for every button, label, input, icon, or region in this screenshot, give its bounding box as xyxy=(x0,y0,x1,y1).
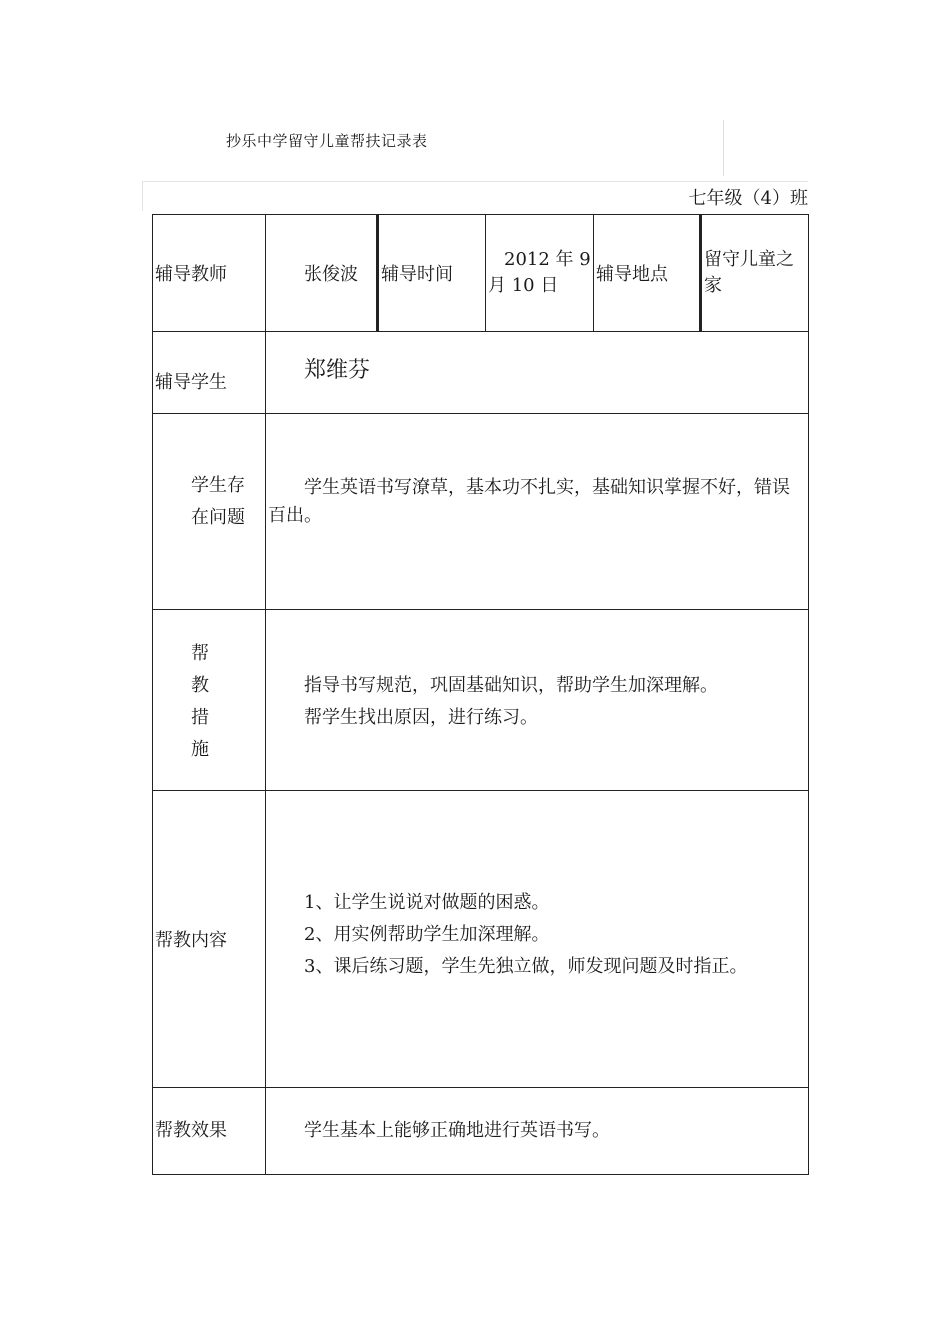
place-cell xyxy=(701,215,809,332)
date-cell xyxy=(486,215,594,332)
student-name-cell xyxy=(266,332,809,414)
effect-text-cell xyxy=(266,1088,809,1175)
content-list-cell xyxy=(266,791,809,1088)
list-item: 1、让学生说说对做题的困惑。 xyxy=(304,892,550,913)
problem-label-cell xyxy=(153,414,266,610)
problem-label-line-2: 在问题 xyxy=(191,506,245,528)
measure-label-line-2: 措施 xyxy=(191,707,231,760)
class-row-left-rule xyxy=(142,181,143,211)
title-divider xyxy=(723,120,724,176)
place-label: 辅导地点 xyxy=(596,264,668,285)
place-line-2: 家 xyxy=(704,275,722,296)
record-table xyxy=(152,214,809,1175)
student-label: 辅导学生 xyxy=(155,371,227,393)
time-label: 辅导时间 xyxy=(381,264,453,285)
measure-label xyxy=(153,638,265,766)
measure-text xyxy=(266,670,808,734)
measure-text-cell xyxy=(266,610,809,791)
date-line-1: 2012 年 9 xyxy=(504,249,591,270)
student-label-cell xyxy=(153,332,266,414)
teacher-name: 张俊波 xyxy=(304,264,358,285)
effect-label-cell xyxy=(153,1088,266,1175)
list-item: 3、课后练习题，学生先独立做，师发现问题及时指正。 xyxy=(304,956,748,977)
table-row-measure xyxy=(153,610,809,791)
date-line-2: 月 10 日 xyxy=(488,275,559,296)
table-row-student xyxy=(153,332,809,414)
problem-label-line-1: 学生存 xyxy=(191,474,245,496)
effect-text: 学生基本上能够正确地进行英语书写。 xyxy=(304,1120,610,1141)
measure-label-cell xyxy=(153,610,266,791)
content-label: 帮教内容 xyxy=(155,930,227,951)
problem-label xyxy=(153,470,265,534)
list-item: 2、用实例帮助学生加深理解。 xyxy=(304,924,550,945)
problem-text-cell xyxy=(266,414,809,610)
effect-label: 帮教效果 xyxy=(155,1120,227,1141)
measure-label-line-1: 帮教 xyxy=(191,643,231,696)
measure-line: 帮学生找出原因，进行练习。 xyxy=(304,707,538,728)
teacher-label-cell xyxy=(153,215,266,332)
content-list xyxy=(266,887,808,983)
problem-text: 学生英语书写潦草，基本功不扎实，基础知识掌握不好，错误百出。 xyxy=(268,476,790,526)
table-row-content xyxy=(153,791,809,1088)
class-label: 七年级（4）班 xyxy=(688,188,808,209)
tutoring-date xyxy=(486,247,593,299)
teacher-label: 辅导教师 xyxy=(155,264,227,285)
student-name: 郑维芬 xyxy=(304,358,371,383)
content-label-cell xyxy=(153,791,266,1088)
document-title: 抄乐中学留守儿童帮扶记录表 xyxy=(226,132,428,150)
class-row-top-rule xyxy=(142,181,808,182)
time-label-cell xyxy=(378,215,486,332)
teacher-name-cell xyxy=(266,215,378,332)
table-row-effect xyxy=(153,1088,809,1175)
place-label-cell xyxy=(594,215,701,332)
tutoring-place xyxy=(702,247,808,299)
table-row-problem xyxy=(153,414,809,610)
table-row-teacher xyxy=(153,215,809,332)
measure-line: 指导书写规范，巩固基础知识，帮助学生加深理解。 xyxy=(304,675,718,696)
place-line-1: 留守儿童之 xyxy=(704,249,794,270)
